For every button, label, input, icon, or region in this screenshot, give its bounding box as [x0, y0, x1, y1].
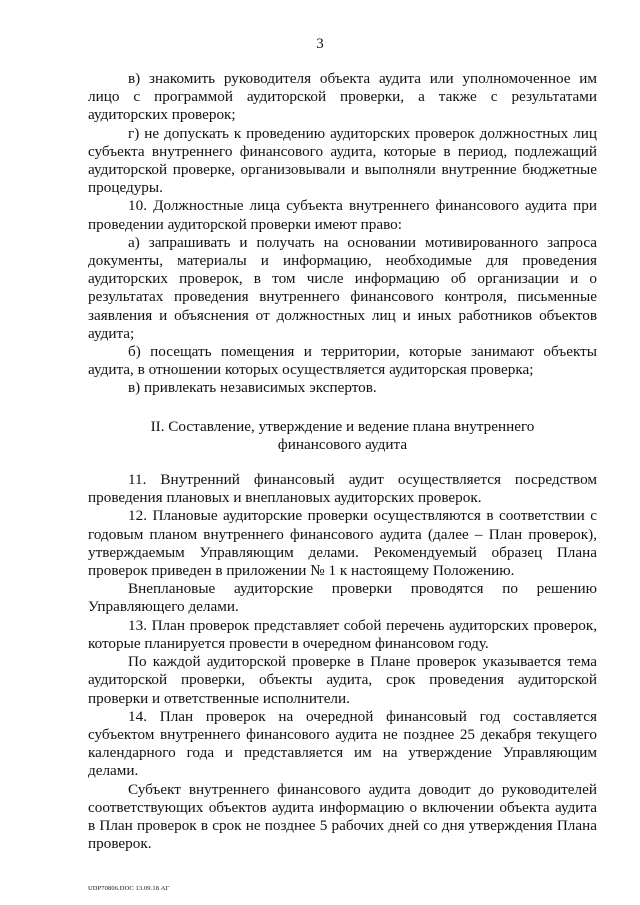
paragraph-10v: в) привлекать независимых экспертов.: [128, 379, 377, 397]
section-heading-line2: финансового аудита: [277, 435, 408, 453]
paragraph-10: 10. Должностные лица субъекта внутреннего финансового аудита при проведении аудиторской проверки имеют право:: [88, 197, 597, 233]
paragraph-11: 11. Внутренний финансовый аудит осуществляется посредством проведения плановых и внеплановых аудиторских проверок.: [88, 471, 597, 507]
paragraph-10a: а) запрашивать и получать на основании мотивированного запроса документы, материалы и информацию, необходимые для проведения аудиторских проверок, в том числе информацию об организации и о результатах проведения внутреннего финансового контроля, письменные заявления и объяснения от должностных лиц и иных работников объектов аудита;: [88, 233, 597, 342]
page-number: 3: [316, 36, 324, 52]
section-heading-line1: II. Составление, утверждение и ведение плана внутреннего: [150, 417, 535, 435]
paragraph-14-notification: Субъект внутреннего финансового аудита доводит до руководителей соответствующих объектов аудита информацию о включении объекта аудита в План проверок в срок не позднее 5 рабочих дней со дня утверждения Плана проверок.: [88, 780, 597, 853]
document-body: [88, 70, 597, 853]
paragraph-10b: б) посещать помещения и территории, которые занимают объекты аудита, в отношении которых осуществляется аудиторская проверка;: [88, 343, 597, 379]
paragraph-9g: г) не допускать к проведению аудиторских проверок должностных лиц субъекта внутреннего финансового аудита, которые в период, подлежащий аудиторской проверке, организовывали и выполняли внутренние бюджетные процедуры.: [88, 124, 597, 197]
paragraph-14: 14. План проверок на очередной финансовый год составляется субъектом внутреннего финансового аудита не позднее 25 декабря текущего календарного года и представляется им на утверждение Управляющим делами.: [88, 707, 597, 780]
section-heading: [88, 418, 597, 454]
paragraph-9v: в) знакомить руководителя объекта аудита или уполномоченное им лицо с программой аудиторской проверки, а также с результатами аудиторских проверок;: [88, 70, 597, 124]
paragraph-12: 12. Плановые аудиторские проверки осуществляются в соответствии с годовым планом внутреннего финансового аудита (далее – План проверок), утверждаемым Управляющим делами. Рекомендуемый образец Плана проверок приведен в приложении № 1 к настоящему Положению.: [88, 507, 597, 580]
paragraph-13: 13. План проверок представляет собой перечень аудиторских проверок, которые планируется провести в очередном финансовом году.: [88, 616, 597, 652]
footer-doc-id: UDP70806.DOC 13.09.18 АГ: [88, 885, 170, 892]
paragraph-13-contents: По каждой аудиторской проверке в Плане проверок указывается тема аудиторской проверки, объекты аудита, срок проведения аудиторской проверки и ответственные исполнители.: [88, 653, 597, 707]
paragraph-12-unplanned: Внеплановые аудиторские проверки проводятся по решению Управляющего делами.: [88, 580, 597, 616]
